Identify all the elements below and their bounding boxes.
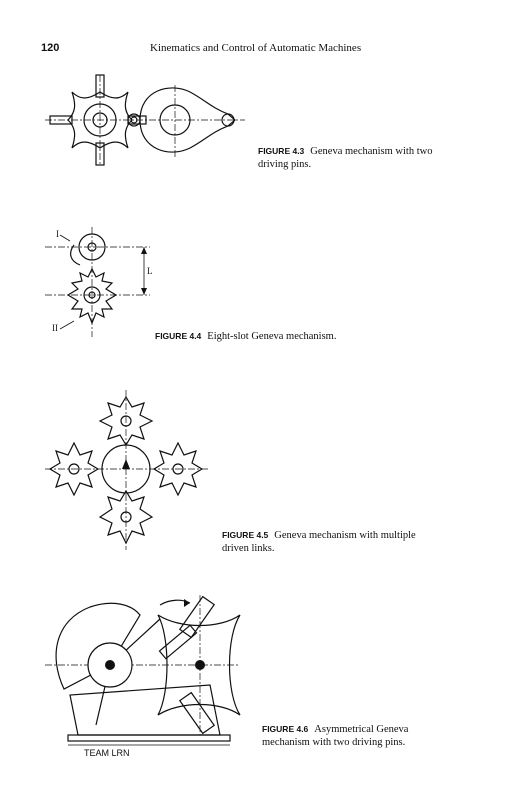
- upper-label: I: [56, 229, 59, 239]
- figure-4-3-caption: [258, 145, 478, 171]
- figure-4-4-caption-text: Eight-slot Geneva mechanism.: [207, 331, 337, 342]
- figure-4-5-caption-line2: driven links.: [222, 543, 275, 554]
- figure-4-6-label: FIGURE 4.6: [262, 724, 309, 734]
- figure-4-6-drawing: [40, 585, 260, 750]
- figure-4-3-caption-line2: driving pins.: [258, 159, 312, 170]
- figure-4-6-caption-line2: mechanism with two driving pins.: [262, 737, 406, 748]
- running-head: Kinematics and Control of Automatic Machines: [150, 42, 362, 54]
- figure-4-5-caption-line1: Geneva mechanism with multiple: [274, 530, 416, 541]
- figure-4-3-drawing: [40, 70, 250, 170]
- watermark: TEAM LRN: [84, 748, 130, 758]
- lower-label: II: [52, 323, 58, 333]
- figure-4-6-caption-line1: Asymmetrical Geneva: [314, 724, 409, 735]
- figure-4-5-label: FIGURE 4.5: [222, 530, 269, 540]
- figure-4-3-caption-line1: Geneva mechanism with two: [310, 146, 433, 157]
- figure-4-5-caption: [222, 529, 472, 555]
- figure-4-4-label: FIGURE 4.4: [155, 331, 202, 341]
- figure-4-4-caption: [155, 330, 455, 343]
- figure-4-3-label: FIGURE 4.3: [258, 146, 305, 156]
- figure-4-5-drawing: [40, 385, 215, 555]
- figure-4-6-caption: [262, 723, 482, 749]
- distance-label: L: [147, 266, 153, 276]
- page-number: 120: [41, 42, 60, 54]
- figure-4-4-drawing: [40, 225, 165, 340]
